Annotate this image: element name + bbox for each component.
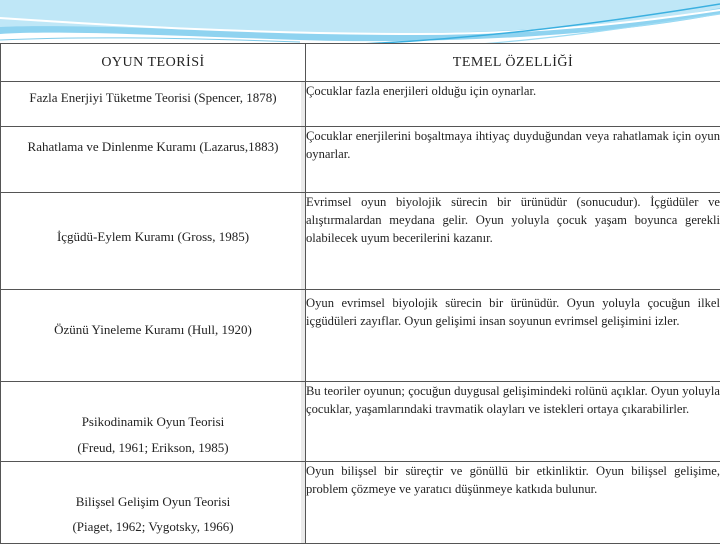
theory-cell <box>1 462 306 544</box>
theory-table <box>0 43 720 544</box>
theory-name: Fazla Enerjiyi Tüketme Teorisi (Spencer, 1878) <box>1 90 305 106</box>
table-row <box>1 382 720 462</box>
theory-name: Psikodinamik Oyun Teorisi <box>1 414 305 430</box>
feature-cell: Evrimsel oyun biyolojik sürecin bir ürünüdür (sonucudur). İçgüdüler ve alıştırmalardan meydana gelir. Oyun yoluyla çocuk yaşam boyunca gerekli olabilecek uyum becerilerini kazanır. <box>306 193 720 290</box>
theory-name: Özünü Yineleme Kuramı (Hull, 1920) <box>1 322 305 338</box>
theory-cell <box>1 290 306 382</box>
feature-cell: Bu teoriler oyunun; çocuğun duygusal gelişimindeki rolünü açıklar. Oyun yoluyla çocuklar, yaşamlarındaki travmatik olayları ve istekleri ortaya çıkarabilirler. <box>306 382 720 462</box>
feature-cell: Çocuklar fazla enerjileri olduğu için oynarlar. <box>306 82 720 127</box>
feature-cell: Oyun bilişsel bir süreçtir ve gönüllü bir etkinliktir. Oyun bilişsel gelişime, problem çözmeye ve yaratıcı düşünmeye katkıda bulunur. <box>306 462 720 544</box>
table-row <box>1 290 720 382</box>
theory-reference: (Freud, 1961; Erikson, 1985) <box>1 440 305 456</box>
header-theory: OYUN TEORİSİ <box>1 44 306 82</box>
header-row <box>1 44 720 82</box>
table-row <box>1 127 720 193</box>
theory-cell <box>1 82 306 127</box>
theory-cell <box>1 127 306 193</box>
theory-cell <box>1 382 306 462</box>
theory-name: Bilişsel Gelişim Oyun Teorisi <box>1 494 305 510</box>
theory-name: İçgüdü-Eylem Kuramı (Gross, 1985) <box>1 229 305 245</box>
decorative-wave-banner <box>0 0 720 44</box>
table-row <box>1 462 720 544</box>
feature-cell: Çocuklar enerjilerini boşaltmaya ihtiyaç duyduğundan veya rahatlamak için oyun oynarlar. <box>306 127 720 193</box>
table-row <box>1 82 720 127</box>
theory-cell <box>1 193 306 290</box>
theory-name: Rahatlama ve Dinlenme Kuramı (Lazarus,1883) <box>1 139 305 155</box>
theory-reference: (Piaget, 1962; Vygotsky, 1966) <box>1 519 305 535</box>
feature-cell: Oyun evrimsel biyolojik sürecin bir ürünüdür. Oyun yoluyla çocuğun ilkel içgüdüleri zayıflar. Oyun gelişimi insan soyunun evrimsel gelişimini izler. <box>306 290 720 382</box>
header-feature: TEMEL ÖZELLİĞİ <box>306 44 720 82</box>
table-row <box>1 193 720 290</box>
